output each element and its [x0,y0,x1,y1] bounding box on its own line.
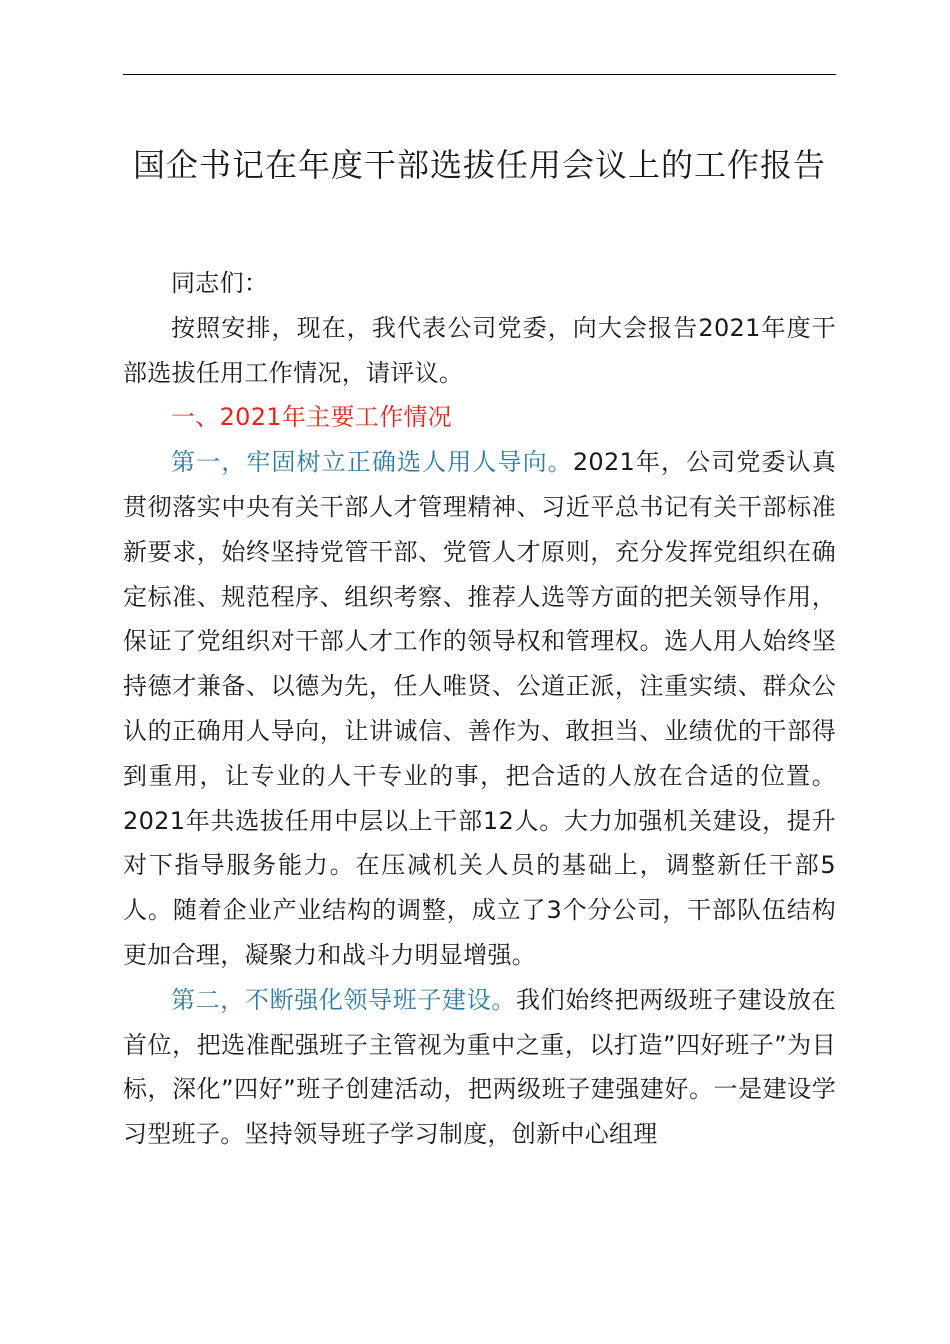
paragraph-1 [123,440,836,978]
header-rule [123,74,836,75]
paragraph-2-text: 我们始终把两级班子建设放在首位，把选准配强班子主管视为重中之重，以打造”四好班子”为目标，深化”四好”班子创建活动，把两级班子建强建好。一是建设学习型班子。坚持领导班子学习制度，创新中心组理 [123,985,837,1149]
paragraph-2 [123,978,836,1157]
document-title: 国企书记在年度干部选拔任用会议上的工作报告 [132,146,826,184]
section-heading: 一、2021年主要工作情况 [171,403,452,432]
intro-paragraph: 按照安排，现在，我代表公司党委，向大会报告2021年度干部选拔任用工作情况，请评议。 [123,313,836,387]
paragraph-2-lead: 第二，不断强化领导班子建设。 [171,985,516,1014]
salutation: 同志们： [171,269,269,297]
paragraph-1-lead: 第一，牢固树立正确选人用人导向。 [171,448,573,477]
document-body [123,261,836,1157]
paragraph-1-text: 2021年，公司党委认真贯彻落实中央有关干部人才管理精神、习近平总书记有关干部标准新要求，始终坚持党管干部、党管人才原则，充分发挥党组织在确定标准、规范程序、组织考察、推荐人选等方面的把关领导作用，保证了党组织对干部人才工作的领导权和管理权。选人用人始终坚持德才兼备、以德为先，任人唯贤、公道正派，注重实绩、群众公认的正确用人导向，让讲诚信、善作为、敢担当、业绩优的干部得到重用，让专业的人干专业的事，把合适的人放在合适的位置。2021年共选拔任用中层以上干部12人。大力加强机关建设，提升对下指导服务能力。在压减机关人员的基础上，调整新任干部5人。随着企业产业结构的调整，成立了3个分公司，干部队伍结构更加合理，凝聚力和战斗力明显增强。 [123,448,836,969]
